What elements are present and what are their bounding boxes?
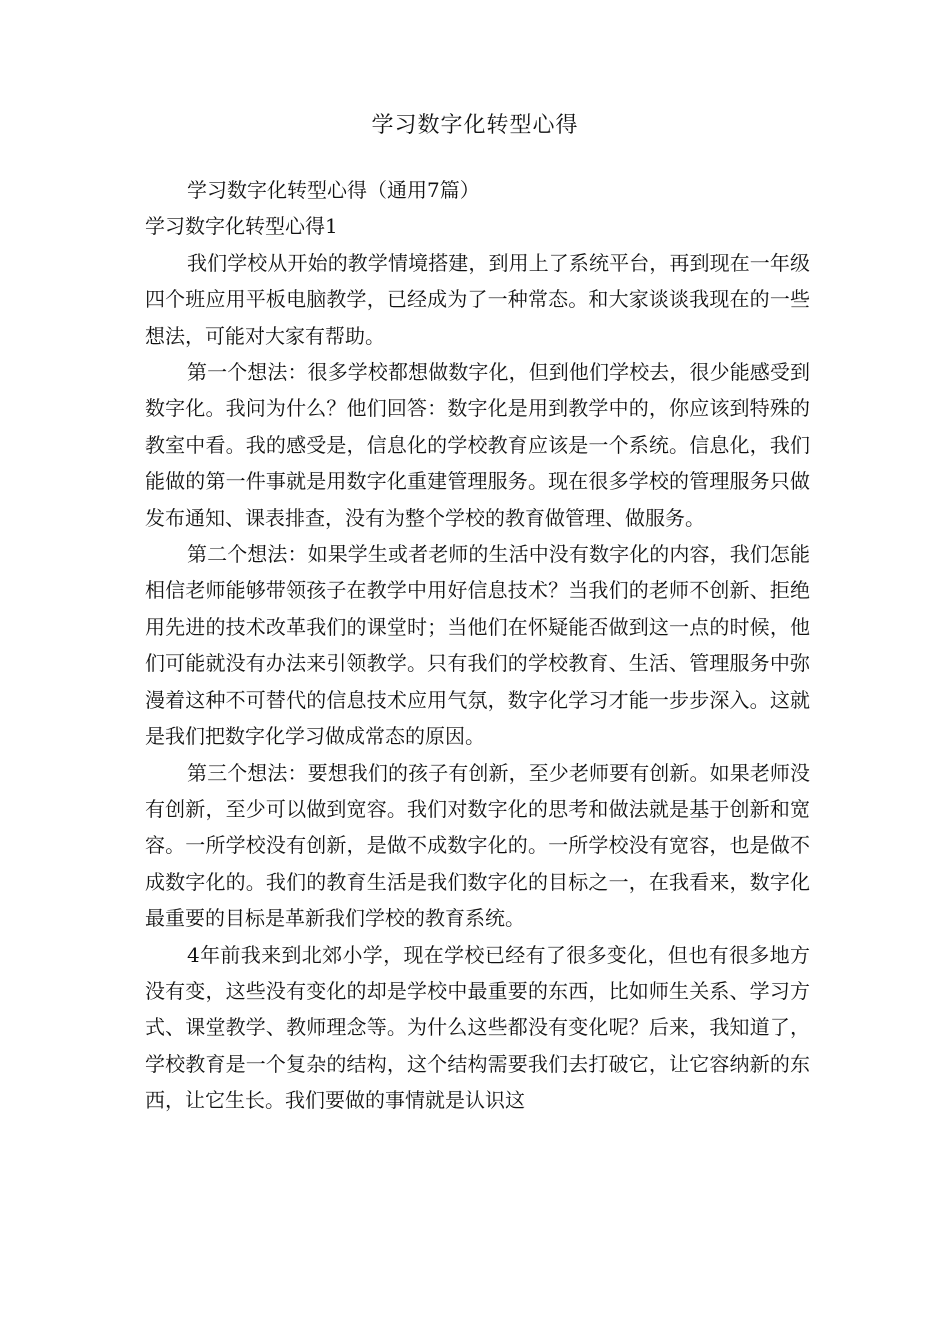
paragraph-1: 我们学校从开始的教学情境搭建，到用上了系统平台，再到现在一年级四个班应用平板电脑教学，已经成为了一种常态。和大家谈谈我现在的一些想法，可能对大家有帮助。 — [145, 250, 810, 348]
paragraph-2: 第一个想法：很多学校都想做数字化，但到他们学校去，很少能感受到数字化。我问为什么？他们回答：数字化是用到教学中的，你应该到特殊的教室中看。我的感受是，信息化的学校教育应该是一个系统。信息化，我们能做的第一件事就是用数字化重建管理服务。现在很多学校的管理服务只做发布通知、课表排查，没有为整个学校的教育做管理、做服务。 — [145, 360, 810, 530]
document-body — [145, 172, 810, 1119]
document-title: 学习数字化转型心得 — [371, 113, 579, 138]
paragraph-5: 4年前我来到北郊小学，现在学校已经有了很多变化，但也有很多地方没有变，这些没有变化的却是学校中最重要的东西，比如师生关系、学习方式、课堂教学、教师理念等。为什么这些都没有变化呢？后来，我知道了，学校教育是一个复杂的结构，这个结构需要我们去打破它，让它容纳新的东西，让它生长。我们要做的事情就是认识这 — [145, 942, 810, 1113]
document-subtitle: 学习数字化转型心得（通用7篇） — [187, 178, 480, 202]
section-heading: 学习数字化转型心得1 — [145, 214, 338, 239]
paragraph-4: 第三个想法：要想我们的孩子有创新，至少老师要有创新。如果老师没有创新，至少可以做到宽容。我们对数字化的思考和做法就是基于创新和宽容。一所学校没有创新，是做不成数字化的。一所学校没有宽容，也是做不成数字化的。我们的教育生活是我们数字化的目标之一，在我看来，数字化最重要的目标是革新我们学校的教育系统。 — [145, 760, 810, 931]
paragraph-3: 第二个想法：如果学生或者老师的生活中没有数字化的内容，我们怎能相信老师能够带领孩子在教学中用好信息技术？当我们的老师不创新、拒绝用先进的技术改革我们的课堂时；当他们在怀疑能否做到这一点的时候，他们可能就没有办法来引领教学。只有我们的学校教育、生活、管理服务中弥漫着这种不可替代的信息技术应用气氛，数字化学习才能一步步深入。这就是我们把数字化学习做成常态的原因。 — [145, 542, 810, 749]
